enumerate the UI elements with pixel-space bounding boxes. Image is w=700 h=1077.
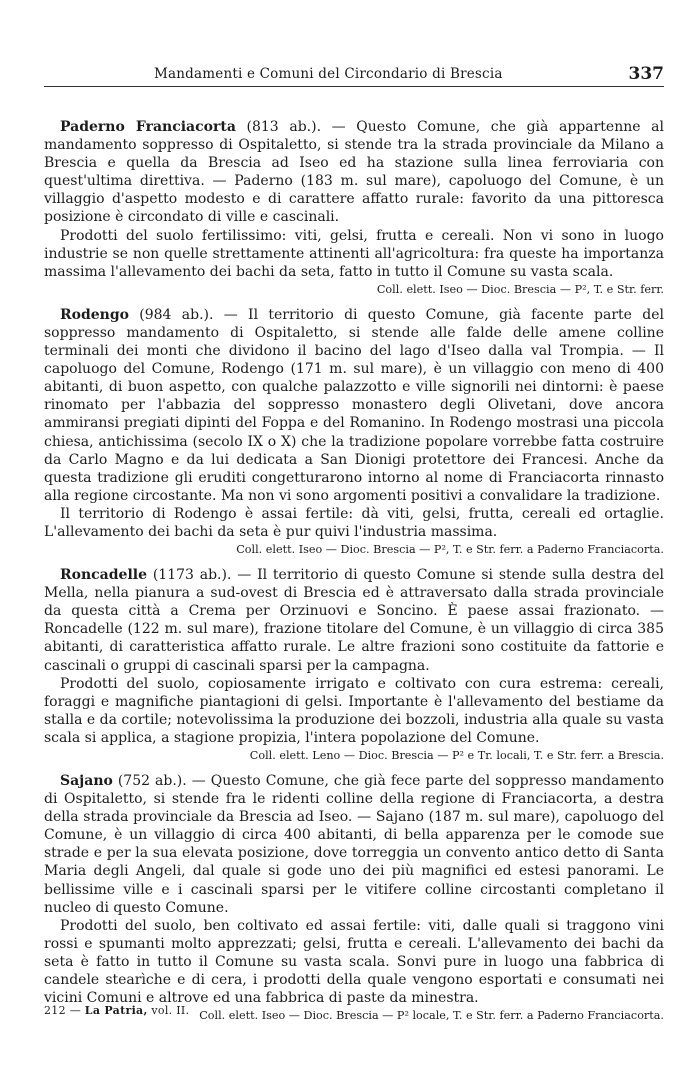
entry-text: (1173 ab.). — Il territorio di questo Comune si stende sulla destra del Mella, nella pianura a sud-ovest di Brescia ed è attraversato dalla strada provinciale da questa città a Crema per Orzinuovi e Soncino. È paese assai frazionato. — Roncadelle (122 m. sul mare), frazione titolare del Comune, è un villaggio di circa 385 abitanti, di caratteristica affatto rurale. Le altre frazioni sono costituite da fattorie e cascinali o gruppi di cascinali sparsi per la campagna. xyxy=(44,567,664,674)
entry-paragraph-products: Prodotti del suolo, ben coltivato ed assai fertile: viti, dalle quali si traggono vini rossi e spumanti molto apprezzati; gelsi, frutta e cereali. L'allevamento dei bachi da seta è fatto in tutto il Comune su vasta scala. Sonvi pure in luogo una fabbrica di candele stearìche e di cera, i prodotti della quale vengono esportati e consumati nei vicini Comuni e altrove ed una fabbrica di paste da minestra. xyxy=(44,917,664,1007)
work-title: La Patria, xyxy=(84,1004,148,1017)
entry-paderno-franciacorta xyxy=(44,118,664,298)
entry-name: Sajano xyxy=(60,773,113,789)
page-header xyxy=(44,64,664,87)
entry-text: (813 ab.). — Questo Comune, che già appartenne al mandamento soppresso di Ospitaletto, si stende tra la strada provinciale da Milano a Brescia e quella da Brescia ad Iseo ed ha stazione sulla linea ferroviaria con quest'ultima direttiva. — Paderno (183 m. sul mare), capoluogo del Comune, è un villaggio d'aspetto modesto e di carattere affatto rurale: favorito da una pittoresca posizione è circondato di ville e cascinali. xyxy=(44,119,664,226)
entry-sajano xyxy=(44,772,664,1024)
running-title: Mandamenti e Comuni del Circondario di Brescia xyxy=(154,66,503,82)
entry-paragraph xyxy=(44,306,664,505)
page-footer xyxy=(44,1004,189,1017)
page-content xyxy=(44,118,664,1032)
entry-rodengo xyxy=(44,306,664,558)
entry-text: (984 ab.). — Il territorio di questo Comune, già facente parte del soppresso mandamento di Ospitaletto, si stende alle falde delle amene colline terminali dei monti che dividono il bacino del lago d'Iseo dalla val Trompia. — Il capoluogo del Comune, Rodengo (171 m. sul mare), è un villaggio con meno di 400 abitanti, di buon aspetto, con qualche palazzotto e ville signorili nei dintorni: è paese rinomato per l'abbazia del soppresso monastero degli Olivetani, dove ancora ammiransi pregiati dipinti del Foppa e del Romanino. In Rodengo mostrasi una piccola chiesa, antichissima (secolo IX o X) che la tradizione popolare vorrebbe fatta costruire da Carlo Magno e da lui dedicata a San Dionigi protettore dei Francesi. Anche da questa tradizione gli eruditi congetturarono intorno al nome di Franciacorta rinnasto alla regione circostante. Ma non vi sono argomenti positivi a convalidare la tradizione. xyxy=(44,306,664,504)
page-number: 337 xyxy=(628,64,664,84)
entry-roncadelle xyxy=(44,566,664,764)
signature-mark: 212 — xyxy=(44,1004,81,1017)
volume-label: vol. II. xyxy=(151,1004,190,1017)
entry-paragraph-products: Prodotti del suolo fertilissimo: viti, gelsi, frutta e cereali. Non vi sono in luogo industrie se non quelle strettamente attinenti all'agricoltura: fra queste ha importanza massima l'allevamento dei bachi da seta, fatto in tutto il Comune su vasta scala. xyxy=(44,227,664,280)
entry-name: Roncadelle xyxy=(60,567,147,584)
entry-name: Paderno Franciacorta xyxy=(60,119,236,135)
entry-paragraph-products: Il territorio di Rodengo è assai fertile: dà viti, gelsi, frutta, cereali ed ortaglie. L'allevamento dei bachi da seta è pur quivi l'industria massima. xyxy=(44,505,664,540)
entry-paragraph-products: Prodotti del suolo, copiosamente irrigato e coltivato con cura estrema: cereali, foraggi e magnifiche piantagioni di gelsi. Importante è l'allevamento del bestiame da stalla e da cortile; notevolissima la produzione dei bozzoli, industria alla quale su vasta scala si applica, a stagione propizia, l'intera popolazione del Comune. xyxy=(44,675,664,746)
entry-name: Rodengo xyxy=(60,306,129,323)
entry-text: (752 ab.). — Questo Comune, che già fece parte del soppresso mandamento di Ospitaletto, si stende fra le ridenti colline della regione di Franciacorta, a destra della strada provinciale da Brescia ad Iseo. — Sajano (187 m. sul mare), capoluogo del Comune, è un villaggio di circa 400 abitanti, di bella apparenza per le comode sue strade e per la sua elevata posizione, dove torreggia un convento antico detto di Santa Maria degli Angeli, dal quale si gode uno dei più magnifici ed estesi panorami. Le bellissime ville e i cascinali sparsi per le vitifere colline circostanti completano il nucleo di questo Comune. xyxy=(44,773,664,916)
electoral-info: Coll. elett. Leno — Dioc. Brescia — P² e Tr. locali, T. e Str. ferr. a Brescia. xyxy=(249,749,664,762)
entry-paragraph xyxy=(44,118,664,227)
electoral-info: Coll. elett. Iseo — Dioc. Brescia — P², T. e Str. ferr. xyxy=(376,282,664,296)
entry-paragraph xyxy=(44,772,664,917)
electoral-info: Coll. elett. Iseo — Dioc. Brescia — P² locale, T. e Str. ferr. a Paderno Franciacorta. xyxy=(199,1009,664,1023)
electoral-info: Coll. elett. Iseo — Dioc. Brescia — P², T. e Str. ferr. a Paderno Franciacorta. xyxy=(236,543,664,557)
entry-paragraph xyxy=(44,566,664,675)
